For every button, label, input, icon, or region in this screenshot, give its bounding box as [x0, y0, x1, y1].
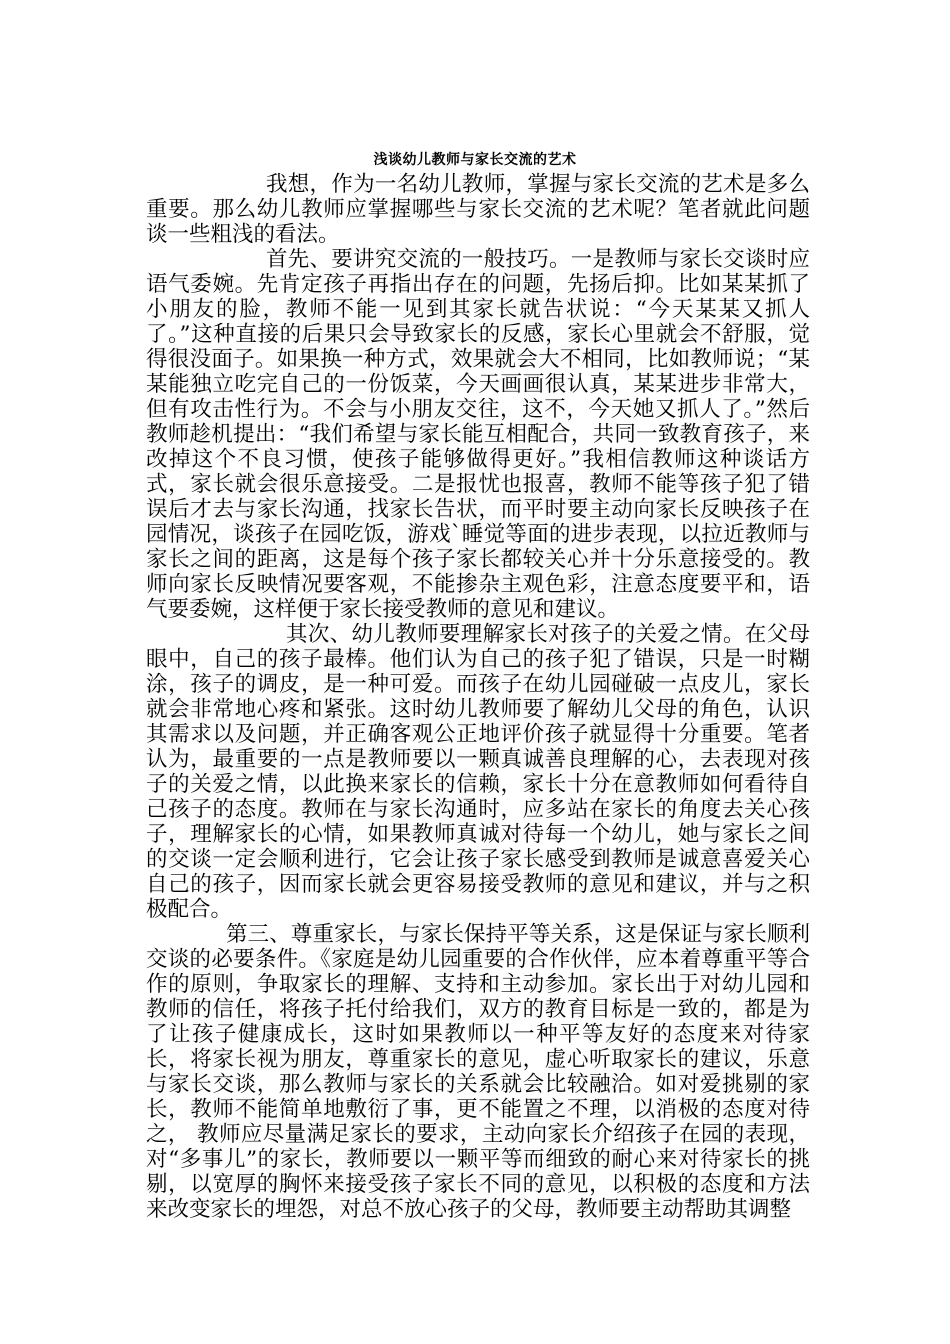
paragraph-intro: 我想，作为一名幼儿教师，掌握与家长交流的艺术是多么重要。那么幼儿教师应掌握哪些与家长交流的艺术呢？笔者就此问题谈一些粗浅的看法。 — [146, 172, 810, 247]
paragraph-understand-parents: 其次、幼儿教师要理解家长对孩子的关爱之情。在父母眼中，自己的孩子最棒。他们认为自己的孩子犯了错误，只是一时糊涂，孩子的调皮，是一种可爱。而孩子在幼儿园碰破一点皮儿，家长就会非常地心疼和紧张。这时幼儿教师要了解幼儿父母的角色，认识其需求以及问题，并正确客观公正地评价孩子就显得十分重要。笔者认为，最重要的一点是教师要以一颗真诚善良理解的心，去表现对孩子的关爱之情，以此换来家长的信赖，家长十分在意教师如何看待自己孩子的态度。教师在与家长沟通时，应多站在家长的角度去关心孩子，理解家长的心情，如果教师真诚对待每一个幼儿，她与家长之间的交谈一定会顺利进行，它会让孩子家长感受到教师是诚意喜爱关心自己的孩子，因而家长就会更容易接受教师的意见和建议，并与之积极配合。 — [146, 622, 810, 922]
paragraph-communication-skills: 首先、要讲究交流的一般技巧。一是教师与家长交谈时应语气委婉。先肯定孩子再指出存在的问题，先扬后抑。比如某某抓了小朋友的脸，教师不能一见到其家长就告状说：“今天某某又抓人了。”这种直接的后果只会导致家长的反感，家长心里就会不舒服，觉得很没面子。如果换一种方式，效果就会大不相同，比如教师说；“某某能独立吃完自己的一份饭菜，今天画画很认真，某某进步非常大，但有攻击性行为。不会与小朋友交往，这不，今天她又抓人了。”然后教师趁机提出：“我们希望与家长能互相配合，共同一致教育孩子，来改掉这个不良习惯，使孩子能够做得更好。”我相信教师这种谈话方式，家长就会很乐意接受。二是报忧也报喜，教师不能等孩子犯了错误后才去与家长沟通，找家长告状，而平时要主动向家长反映孩子在园情况，谈孩子在园吃饭，游戏`睡觉等面的进步表现，以拉近教师与家长之间的距离，这是每个孩子家长都较关心并十分乐意接受的。教师向家长反映情况要客观，不能掺杂主观色彩，注意态度要平和，语气要委婉，这样便于家长接受教师的意见和建议。 — [146, 247, 810, 622]
document-body — [146, 172, 810, 1222]
paragraph-respect-parents: 第三、尊重家长，与家长保持平等关系，这是保证与家长顺利交谈的必要条件。《家庭是幼儿园重要的合作伙伴，应本着尊重平等合作的原则，争取家长的理解、支持和主动参加。家长出于对幼儿园和教师的信任，将孩子托付给我们，双方的教育目标是一致的，都是为了让孩子健康成长，这时如果教师以一种平等友好的态度来对待家长，将家长视为朋友，尊重家长的意见，虚心听取家长的建议，乐意与家长交谈，那么教师与家长的关系就会比较融洽。如对爱挑剔的家长，教师不能简单地敷衍了事，更不能置之不理，以消极的态度对待之， 教师应尽量满足家长的要求，主动向家长介绍孩子在园的表现，对“多事儿”的家长，教师要以一颗平等而细致的耐心来对待家长的挑剔，以宽厚的胸怀来接受孩子家长不同的意见，以积极的态度和方法来改变家长的埋怨，对总不放心孩子的父母，教师要主动帮助其调整 — [146, 922, 810, 1222]
document-title: 浅谈幼儿教师与家长交流的艺术 — [373, 152, 577, 168]
